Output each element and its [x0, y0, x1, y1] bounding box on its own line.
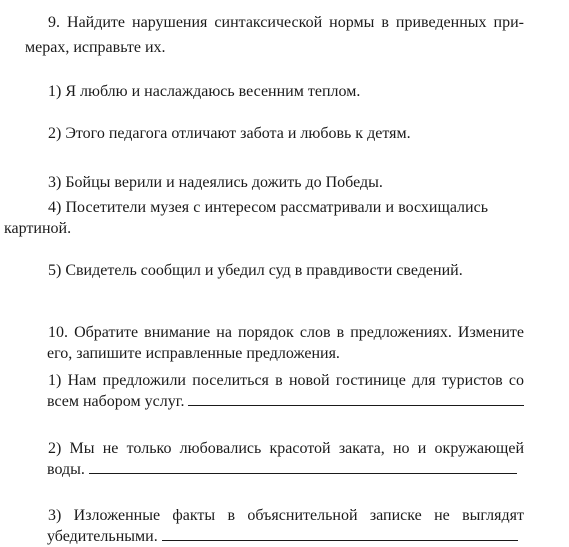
task9-item-3: 3) Бойцы верили и надеялись дожить до Победы. [48, 174, 383, 191]
task9-item-5: 5) Свидетель сообщил и убедил суд в правдивости сведений. [48, 262, 463, 279]
task10-item-1-line2 [47, 391, 524, 412]
task9-item-4-line2: картиной. [4, 220, 72, 237]
task9-item-4-line1: 4) Посетители музея с интересом рассматривали и восхищались [48, 199, 488, 216]
task10-item-3-line2 [47, 526, 518, 547]
task10-heading-line1: 10. Обратите внимание на порядок слов в предложениях. Измените [48, 324, 524, 341]
task10-item-2-line2 [47, 459, 517, 480]
answer-line-3[interactable] [162, 526, 518, 541]
task10-item-2-text: воды. [47, 461, 85, 478]
task10-item-1-text: всем набором услуг. [47, 393, 185, 410]
task10-item-2-line1: 2) Мы не только любовались красотой заката, но и окружающей [48, 440, 524, 457]
task9-item-2: 2) Этого педагога отличают забота и любовь к детям. [48, 125, 411, 142]
answer-line-2[interactable] [89, 459, 517, 474]
task9-item-1: 1) Я люблю и наслаждаюсь весенним теплом. [48, 83, 361, 100]
task10-item-1-line1: 1) Нам предложили поселиться в новой гостинице для туристов со [48, 372, 524, 389]
task10-heading-line2: его, запишите исправленные предложения. [47, 345, 340, 362]
answer-line-1[interactable] [188, 391, 524, 406]
task10-item-3-line1: 3) Изложенные факты в объяснительной записке не выглядят [48, 507, 524, 524]
task9-heading-line1: 9. Найдите нарушения синтаксической нормы в приведенных при- [48, 14, 524, 31]
task10-item-3-text: убедительными. [47, 528, 158, 545]
task9-heading-line2: мерах, исправьте их. [25, 39, 166, 56]
